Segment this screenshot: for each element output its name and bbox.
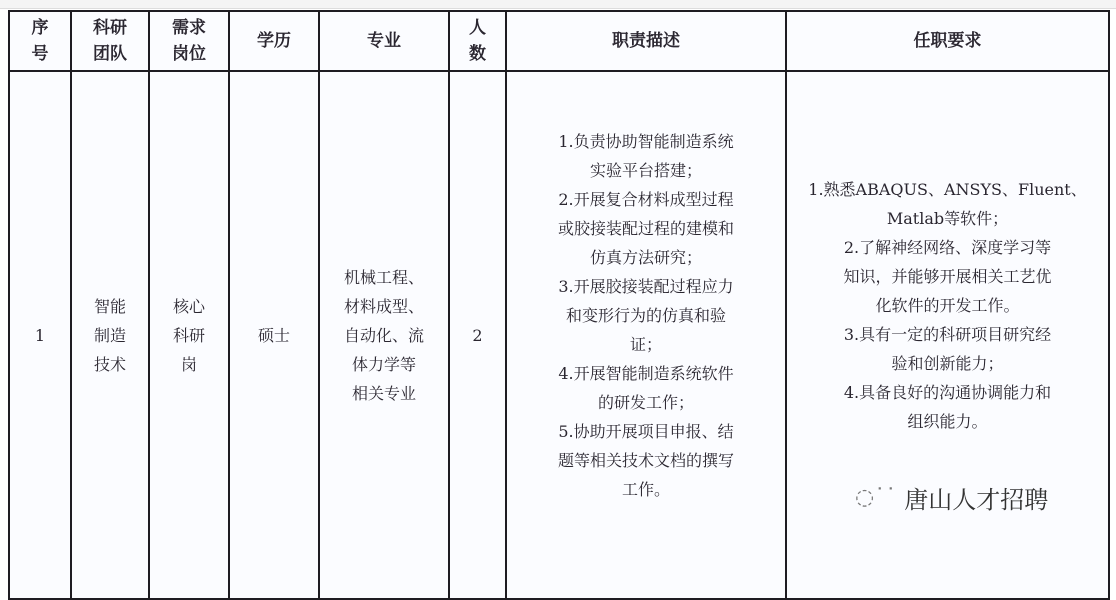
cropped-top-strip (0, 0, 1116, 9)
cell-line: 技术 (93, 354, 126, 374)
watermark (855, 480, 1048, 515)
column-header (786, 11, 1109, 71)
table-row (9, 71, 1109, 599)
cell-major (319, 71, 449, 599)
column-header (506, 11, 786, 71)
cell-line: 4.具备良好的沟通协调能力和 (843, 382, 1052, 402)
header-text: 序 (31, 18, 49, 38)
cell-line: 2.了解神经网络、深度学习等 (843, 237, 1052, 257)
column-header (319, 11, 449, 71)
cell-line: 岗 (180, 354, 197, 374)
cell-count (449, 71, 506, 599)
header-text: 任职要求 (913, 31, 982, 51)
cell-line: 化软件的开发工作。 (875, 295, 1020, 315)
cell-line: 3.具有一定的科研项目研究经 (843, 324, 1052, 344)
cell-line: 工作。 (621, 479, 670, 499)
cell-line: 知识，并能够开展相关工艺优 (843, 266, 1052, 286)
cell-line: 核心 (172, 296, 205, 316)
cell-line: 科研 (172, 325, 205, 345)
cell-line: 实验平台搭建； (589, 160, 702, 180)
cell-line: 4.开展智能制造系统软件 (558, 363, 734, 383)
cell-line: 智能 (93, 296, 126, 316)
cell-line: 和变形行为的仿真和验 (565, 305, 726, 325)
cell-line: 1.负责协助智能制造系统 (558, 131, 734, 151)
cell-line: 相关专业 (351, 383, 416, 403)
watermark-text: 唐山人才招聘 (904, 486, 1049, 514)
column-header (229, 11, 319, 71)
header-text: 数 (469, 44, 486, 64)
column-header (9, 11, 71, 71)
header-row (9, 11, 1109, 71)
cell-line: 证； (629, 334, 662, 354)
cell-line: 3.开展胶接装配过程应力 (558, 276, 734, 296)
cell-duties (506, 71, 786, 599)
column-header (449, 11, 506, 71)
cell-position (149, 71, 229, 599)
cell-line: 或胶接装配过程的建模和 (557, 218, 734, 238)
cell-line: 组织能力。 (907, 411, 988, 431)
header-text: 专业 (367, 31, 401, 51)
cell-line: 制造 (93, 325, 126, 345)
column-header (149, 11, 229, 71)
cell-line: 机械工程、 (343, 267, 424, 287)
count-value: 2 (472, 325, 483, 345)
cell-line: 2.开展复合材料成型过程 (558, 189, 734, 209)
cell-line: 材料成型、 (343, 296, 424, 316)
cell-line: 的研发工作； (597, 392, 694, 412)
header-text: 人 (469, 18, 486, 38)
cell-index (9, 71, 71, 599)
header-text: 学历 (257, 31, 291, 51)
cell-line: Matlab等软件； (886, 208, 1009, 228)
header-text: 科研 (93, 18, 127, 38)
cell-requirements (786, 71, 1109, 599)
cell-team (71, 71, 149, 599)
cell-line: 自动化、流 (343, 325, 424, 345)
cell-line: 验和创新能力； (891, 353, 1004, 373)
header-text: 职责描述 (612, 31, 680, 51)
cell-line: 5.协助开展项目申报、结 (558, 421, 734, 441)
cell-degree (229, 71, 319, 599)
column-header (71, 11, 149, 71)
cell-line: 1.熟悉ABAQUS、ANSYS、Fluent、 (808, 179, 1087, 199)
cell-line: 体力学等 (351, 354, 416, 374)
degree-value: 硕士 (257, 325, 290, 345)
header-text: 岗位 (172, 44, 206, 64)
cell-line: 仿真方法研究； (589, 247, 702, 267)
header-text: 号 (31, 44, 49, 64)
cell-line: 题等相关技术文档的撰写 (557, 450, 734, 470)
wechat-icon: ◌˙˙ (855, 485, 897, 510)
header-text: 需求 (172, 18, 206, 38)
header-text: 团队 (93, 44, 127, 64)
index-value: 1 (34, 325, 46, 345)
